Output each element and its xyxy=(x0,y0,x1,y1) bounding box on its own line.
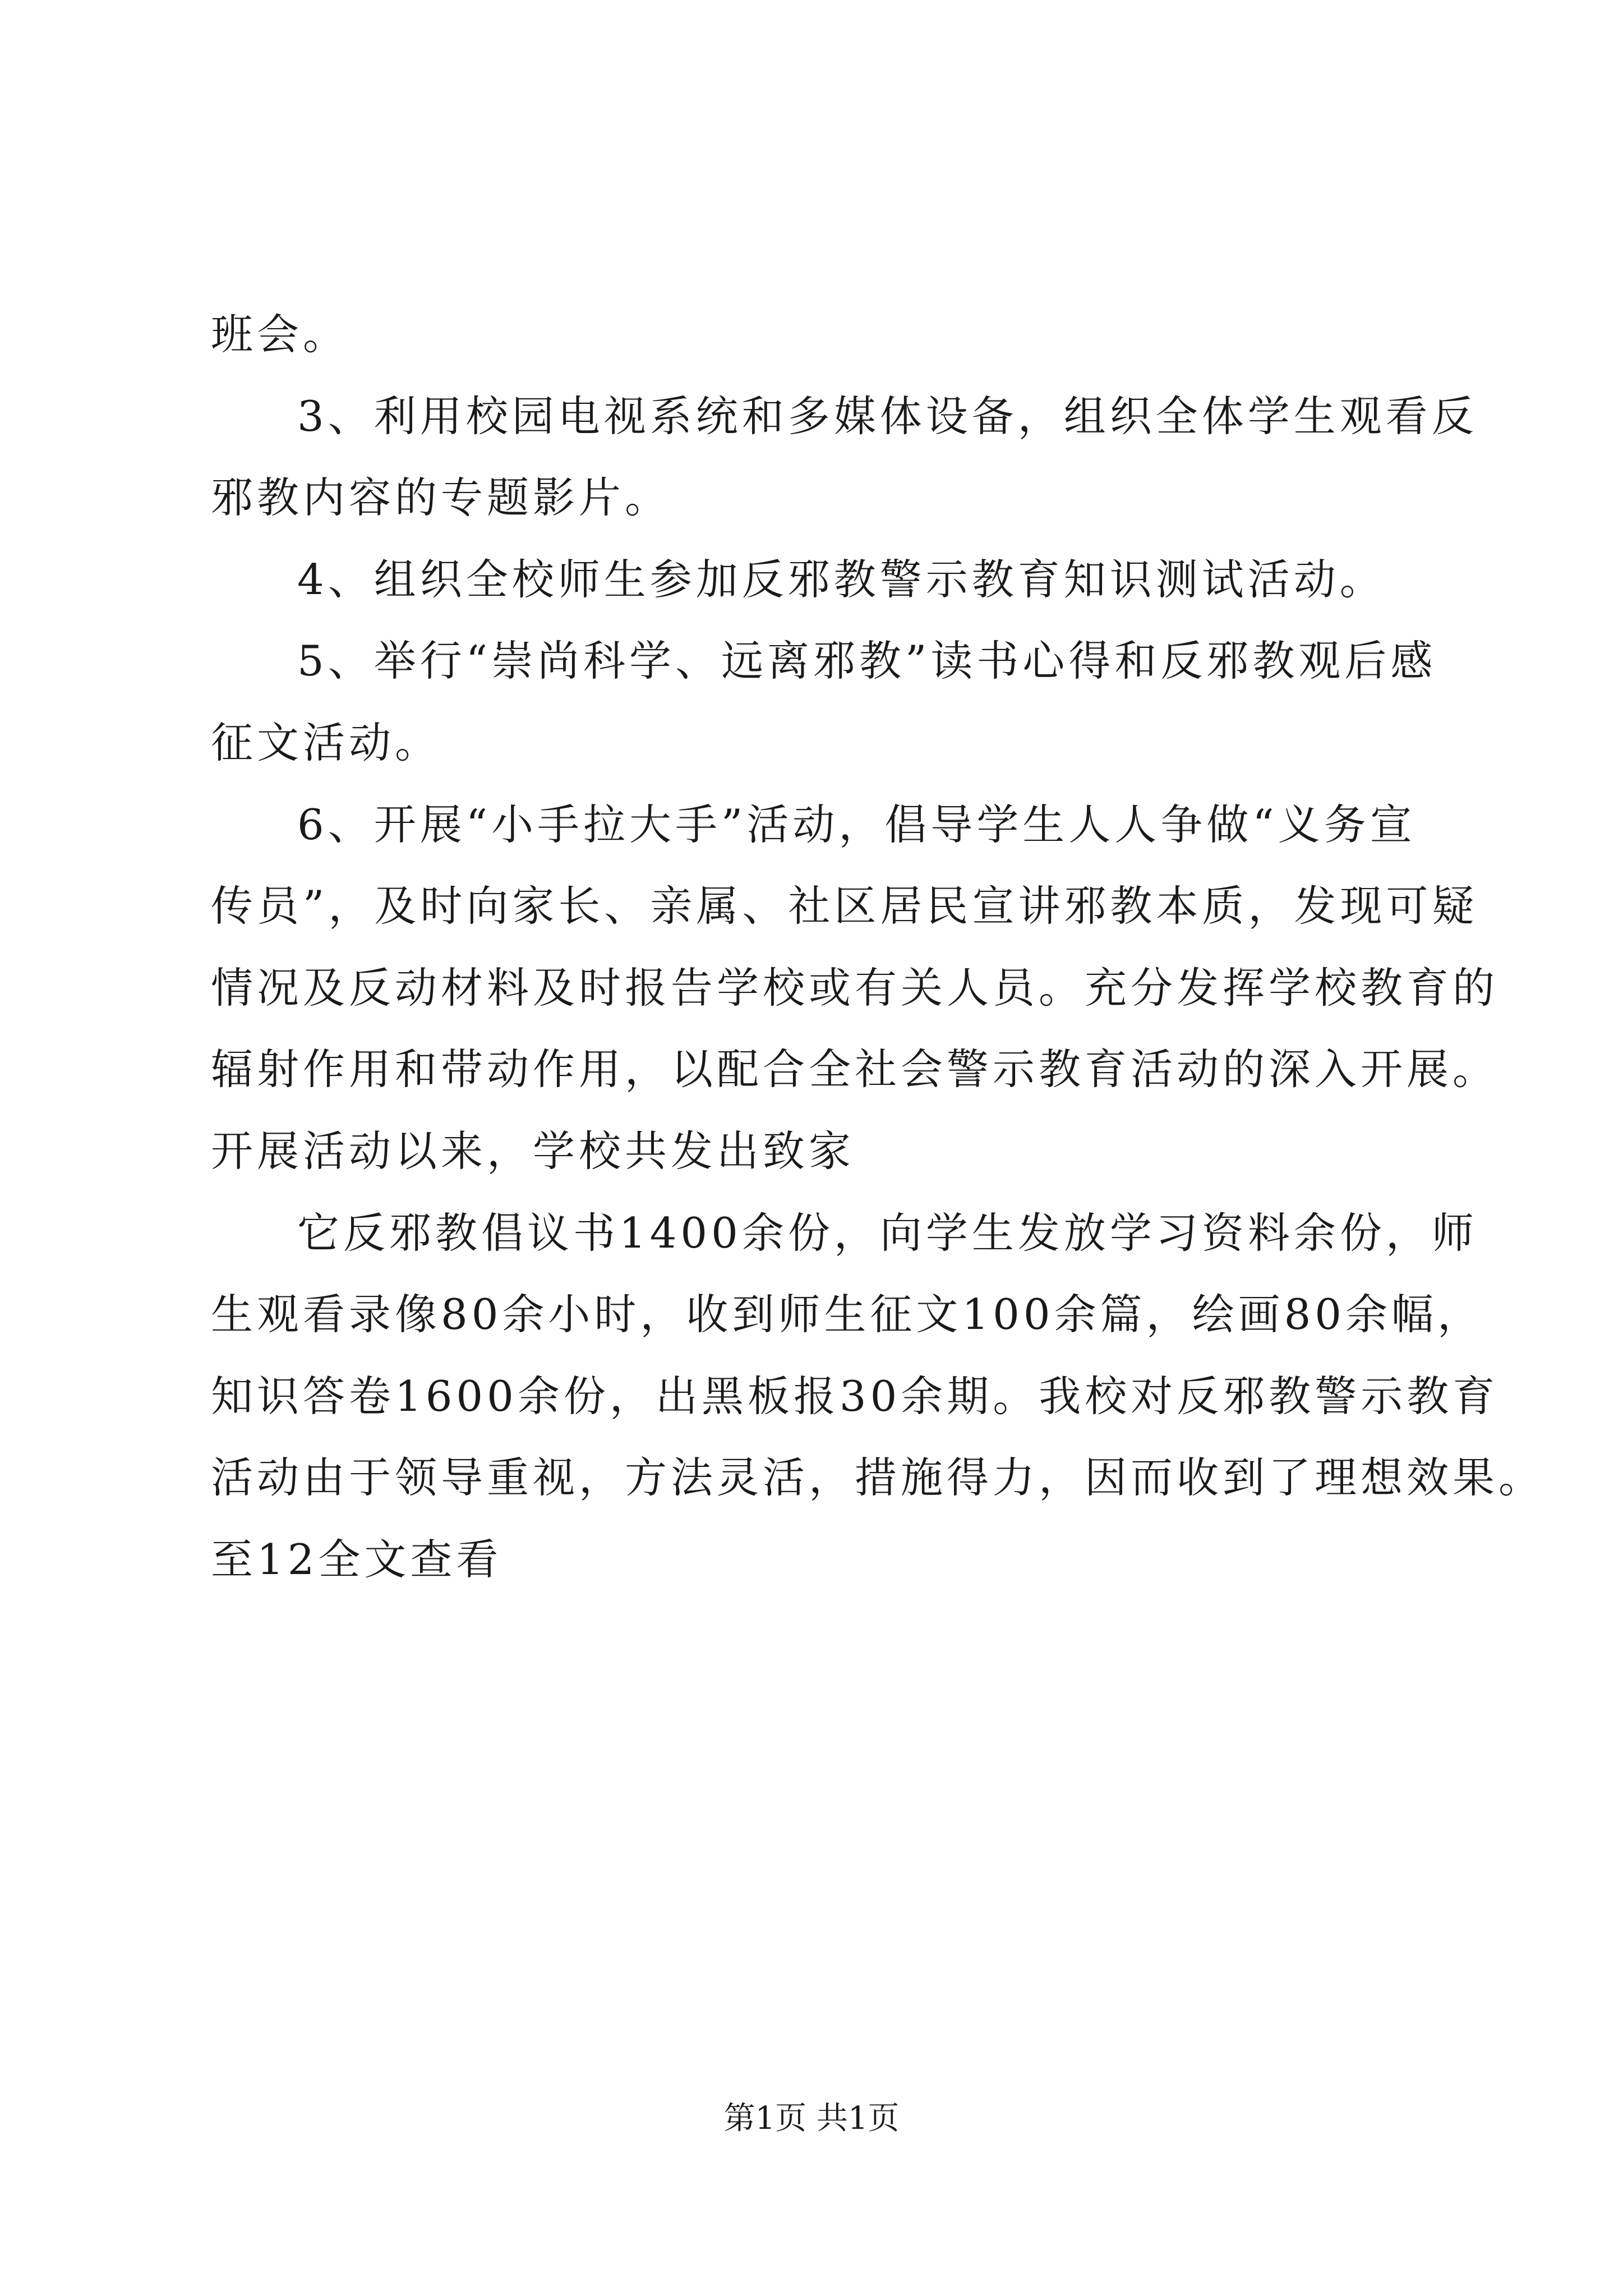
page-footer: 第1页 共1页 xyxy=(723,2100,900,2137)
text-line: 它反邪教倡议书1400余份，向学生发放学习资料余份，师 xyxy=(297,1208,1478,1258)
text-line: 知识答卷1600余份，出黑板报30余期。我校对反邪教警示教育 xyxy=(211,1372,1499,1421)
text-line: 班会。 xyxy=(211,310,349,359)
text-line: 征文活动。 xyxy=(211,718,441,767)
text-line: 4、组织全校师生参加反邪教警示教育知识测试活动。 xyxy=(297,555,1386,604)
text-line: 活动由于领导重视，方法灵活，措施得力，因而收到了理想效果。 xyxy=(211,1453,1545,1502)
text-line: 生观看录像80余小时，收到师生征文100余篇，绘画80余幅， xyxy=(211,1290,1484,1339)
text-line: 传员”，及时向家长、亲属、社区居民宣讲邪教本质，发现可疑 xyxy=(211,881,1478,931)
text-line: 至12全文查看 xyxy=(211,1535,502,1584)
text-line: 情况及反动材料及时报告学校或有关人员。充分发挥学校教育的 xyxy=(211,963,1499,1013)
text-line: 开展活动以来，学校共发出致家 xyxy=(211,1126,855,1176)
text-line: 5、举行“崇尚科学、远离邪教”读书心得和反邪教观后感 xyxy=(297,636,1437,685)
text-line: 辐射作用和带动作用，以配合全社会警示教育活动的深入开展。 xyxy=(211,1045,1499,1094)
text-line: 6、开展“小手拉大手”活动，倡导学生人人争做“义务宣 xyxy=(297,800,1416,849)
text-line: 邪教内容的专题影片。 xyxy=(211,473,671,522)
text-line: 3、利用校园电视系统和多媒体设备，组织全体学生观看反 xyxy=(297,392,1478,441)
